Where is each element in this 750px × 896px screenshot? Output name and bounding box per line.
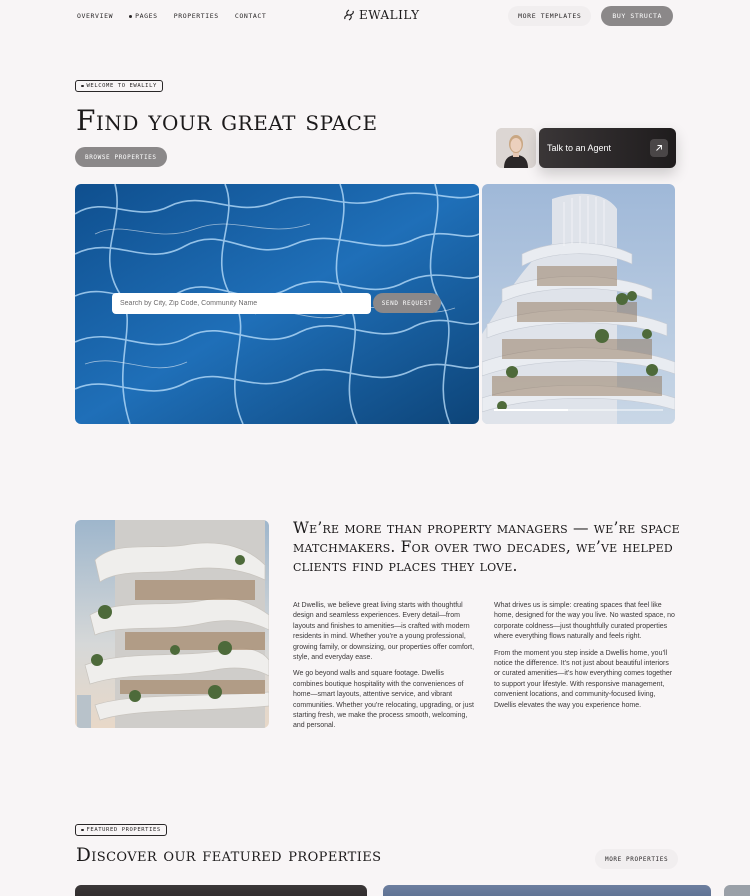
logo-text: EWALILY xyxy=(359,8,420,22)
agent-avatar xyxy=(496,128,536,168)
property-card-3[interactable] xyxy=(724,885,750,896)
about-paragraph: At Dwellis, we believe great living starts with thoughtful design and seamless experiences. Every detail—from layouts and finishes to amenities—is crafted with modern residents in mind. Whether you’re a young professional, growing family, or downsizing, our properties offer comfort, style, and everyday ease. xyxy=(293,602,475,662)
nav-contact[interactable]: CONTACT xyxy=(234,12,267,20)
dot-icon xyxy=(129,15,132,18)
logo[interactable] xyxy=(343,8,420,22)
about-column-2 xyxy=(494,601,676,717)
talk-to-agent-widget[interactable] xyxy=(496,128,676,168)
more-properties-button[interactable]: MORE PROPERTIES xyxy=(595,849,678,869)
more-templates-button[interactable]: MORE TEMPLATES xyxy=(508,6,591,26)
agent-label: Talk to an Agent xyxy=(547,143,612,153)
slider-progress xyxy=(494,409,568,411)
about-paragraph: What drives us is simple: creating spaces that feel like home, designed for the way you live. No wasted space, no corporate coldness—just thoughtfully curated properties where everything flows naturally and feels right. xyxy=(494,602,675,641)
hero-title: Find your great space xyxy=(76,104,378,137)
hero-building-image xyxy=(482,184,675,424)
dot-icon xyxy=(81,85,84,88)
browse-properties-button[interactable]: BROWSE PROPERTIES xyxy=(75,147,167,167)
nav-links xyxy=(77,12,266,20)
about-building-image xyxy=(75,520,269,728)
top-nav xyxy=(0,0,750,32)
send-request-button[interactable]: SEND REQUEST xyxy=(373,293,441,313)
logo-icon xyxy=(343,9,355,21)
about-column-1 xyxy=(293,601,475,738)
featured-title: Discover our featured properties xyxy=(76,845,382,866)
dot-icon xyxy=(81,829,84,832)
location-search-input[interactable] xyxy=(112,293,371,314)
nav-pages[interactable]: PAGES xyxy=(129,12,158,20)
nav-properties[interactable]: PROPERTIES xyxy=(173,12,219,20)
about-paragraph: From the moment you step inside a Dwellis home, you’ll notice the difference. It’s not just about beautiful interiors or curated amenities—it’s how everything comes together to support your lifestyle. With responsive management, convenient locations, and community-focused living, Dwellis elevates the way you experience home. xyxy=(494,649,673,709)
agent-card[interactable] xyxy=(539,128,676,168)
arrow-up-right-icon xyxy=(650,139,668,157)
property-card-1[interactable] xyxy=(75,885,367,896)
nav-actions xyxy=(508,6,673,26)
featured-tag: FEATURED PROPERTIES xyxy=(75,824,167,836)
about-paragraph: We go beyond walls and square footage. Dwellis combines boutique hospitality with the conveniences of home—smart layouts, attentive service, and vibrant communities. Whether you’re relocating, upgrading, or just starting fresh, we make the process smooth, welcoming, and personal. xyxy=(293,670,474,730)
nav-overview[interactable]: OVERVIEW xyxy=(77,12,114,20)
buy-button[interactable]: BUY STRUCTA xyxy=(601,6,673,26)
welcome-tag: WELCOME TO EWALILY xyxy=(75,80,163,92)
property-card-2[interactable] xyxy=(383,885,711,896)
about-headline: We’re more than property managers — we’re space matchmakers. For over two decades, we’ve helped clients find places they love. xyxy=(293,519,680,575)
